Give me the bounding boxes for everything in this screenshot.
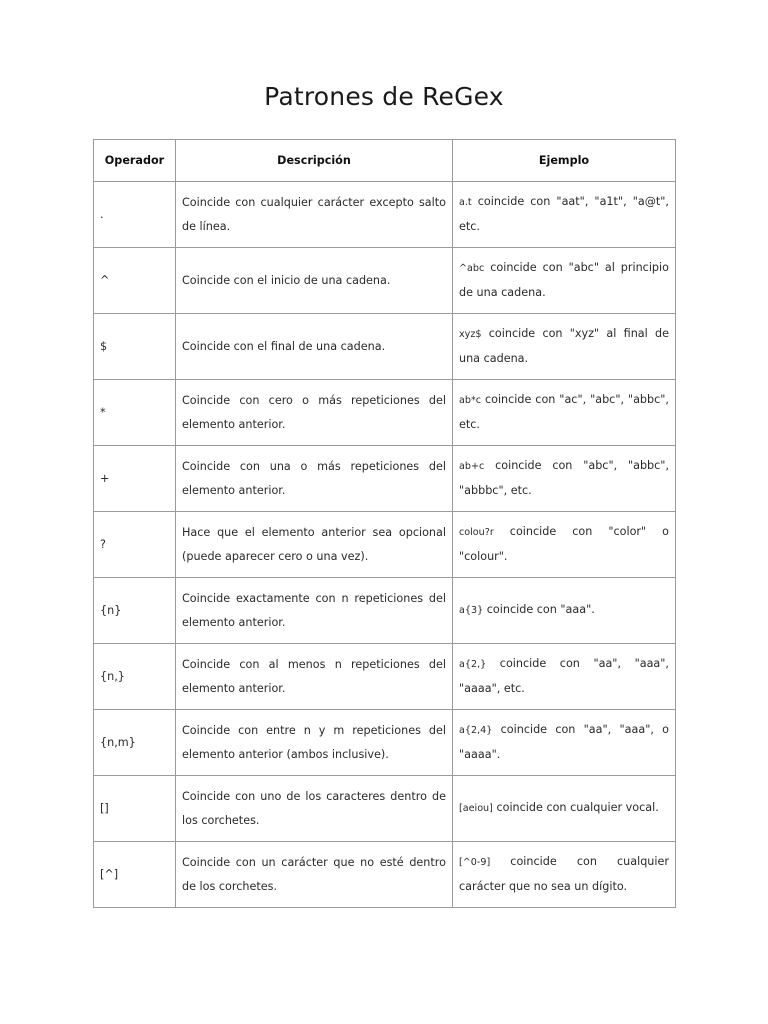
table-row	[94, 842, 676, 908]
description-cell: Coincide con una o más repeticiones del elemento anterior.	[176, 446, 453, 512]
description-cell: Coincide con uno de los caracteres dentro de los corchetes.	[176, 776, 453, 842]
example-text: coincide con "aat", "a1t", "a@t", etc.	[459, 195, 669, 233]
description-cell: Coincide con el inicio de una cadena.	[176, 248, 453, 314]
description-cell: Coincide con un carácter que no esté dentro de los corchetes.	[176, 842, 453, 908]
description-cell: Coincide exactamente con n repeticiones del elemento anterior.	[176, 578, 453, 644]
operator-cell: []	[94, 776, 176, 842]
example-cell	[453, 314, 676, 380]
example-code: xyz$	[459, 329, 482, 340]
example-cell	[453, 644, 676, 710]
example-text: coincide con "abc" al principio de una cadena.	[459, 261, 669, 299]
example-cell	[453, 512, 676, 578]
operator-cell: .	[94, 182, 176, 248]
operator-cell: {n}	[94, 578, 176, 644]
operator-cell: ?	[94, 512, 176, 578]
description-cell: Coincide con entre n y m repeticiones del elemento anterior (ambos inclusive).	[176, 710, 453, 776]
example-text: coincide con "aa", "aaa", o "aaaa".	[459, 723, 669, 761]
example-cell	[453, 182, 676, 248]
operator-cell: *	[94, 380, 176, 446]
operator-cell: {n,m}	[94, 710, 176, 776]
operator-cell: {n,}	[94, 644, 176, 710]
table-row	[94, 776, 676, 842]
description-cell: Coincide con cero o más repeticiones del elemento anterior.	[176, 380, 453, 446]
table-row	[94, 182, 676, 248]
example-text: coincide con "abc", "abbc", "abbbc", etc.	[459, 459, 669, 497]
example-text: coincide con cualquier vocal.	[492, 801, 659, 814]
operator-cell: [^]	[94, 842, 176, 908]
example-cell	[453, 776, 676, 842]
example-code: [aeiou]	[459, 803, 493, 814]
page-title: Patrones de ReGex	[264, 82, 504, 111]
description-cell: Coincide con el final de una cadena.	[176, 314, 453, 380]
operator-cell: $	[94, 314, 176, 380]
example-code: a.t	[459, 197, 472, 208]
operator-cell: +	[94, 446, 176, 512]
header-description: Descripción	[176, 140, 453, 182]
header-example: Ejemplo	[453, 140, 676, 182]
example-text: coincide con "xyz" al final de una cadena.	[459, 327, 669, 365]
example-text: coincide con cualquier carácter que no sea un dígito.	[459, 855, 669, 893]
table-row	[94, 248, 676, 314]
example-cell	[453, 248, 676, 314]
example-code: ^abc	[459, 263, 485, 274]
table-row	[94, 380, 676, 446]
example-code: colou?r	[459, 527, 494, 538]
example-text: coincide con "ac", "abc", "abbc", etc.	[459, 393, 669, 431]
example-code: a{2,4}	[459, 725, 493, 736]
table-row	[94, 446, 676, 512]
operator-cell: ^	[94, 248, 176, 314]
table-row	[94, 644, 676, 710]
table-row	[94, 512, 676, 578]
regex-table	[93, 139, 676, 908]
example-code: a{3}	[459, 605, 484, 616]
example-cell	[453, 446, 676, 512]
description-cell: Coincide con cualquier carácter excepto salto de línea.	[176, 182, 453, 248]
example-text: coincide con "aaa".	[483, 603, 595, 616]
example-code: ab*c	[459, 395, 482, 406]
header-operator: Operador	[94, 140, 176, 182]
table-row	[94, 578, 676, 644]
example-text: coincide con "aa", "aaa", "aaaa", etc.	[459, 657, 669, 695]
example-cell	[453, 710, 676, 776]
example-cell	[453, 842, 676, 908]
table-row	[94, 314, 676, 380]
table-header-row	[94, 140, 676, 182]
example-cell	[453, 578, 676, 644]
example-cell	[453, 380, 676, 446]
table-row	[94, 710, 676, 776]
description-cell: Hace que el elemento anterior sea opcional (puede aparecer cero o una vez).	[176, 512, 453, 578]
example-text: coincide con "color" o "colour".	[459, 525, 669, 563]
example-code: [^0-9]	[459, 857, 491, 868]
description-cell: Coincide con al menos n repeticiones del elemento anterior.	[176, 644, 453, 710]
example-code: a{2,}	[459, 659, 487, 670]
example-code: ab+c	[459, 461, 485, 472]
